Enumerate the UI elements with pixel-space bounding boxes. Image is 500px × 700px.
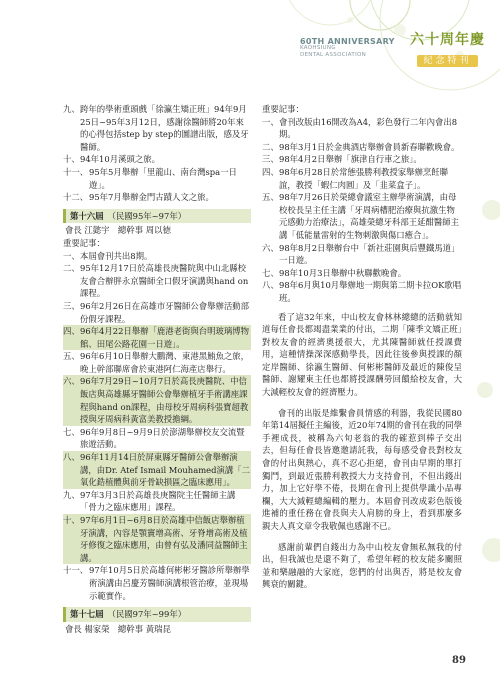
item-text: 98年4月2日舉辦「旗津自行車之旅」。: [279, 154, 422, 165]
item-number: 二、: [262, 141, 279, 152]
list-item: [63, 191, 251, 204]
item-number: 六、: [63, 376, 80, 387]
item-number: 一、: [63, 250, 80, 261]
item-number: 七、: [63, 426, 80, 437]
item-text: 98年10月3日舉辦中秋聯歡晚會。: [279, 267, 407, 278]
section-17-heading: [63, 607, 251, 622]
item-text: 98年7月26日於榮總會議室主辦學術演講，由母校校長呈主任主講「牙周病槽肥治療與抗激生物元感動力治療法」，高雄榮總牙科部王延酣醫師主講「低能量雷射的生物刺激與傷口癒合」。: [279, 192, 460, 240]
item-text: 96年6月10日舉辦大鵬灣、東港黑鮪魚之旅，晚上幹部聯席會於東港阿仁海產店舉行。: [80, 351, 250, 374]
item-text: 97年10月5日於高雄何彬彬牙醫診所舉辦學術演講由呂慶芳醫師演講根管治療，並現場示範實作。: [89, 565, 250, 601]
section-16-heading: [63, 209, 251, 224]
list-item: [63, 514, 251, 564]
item-number: 十一、: [63, 565, 89, 576]
list-item: [63, 350, 251, 375]
item-text: 94年10月溪頭之旅。: [80, 154, 160, 165]
item-text: 96年7月29日~10月7日於高長庚醫院、中信飯店與高雄縣牙醫師公會舉辦植牙手術講座課程與hand on課程，由母校牙周病科張寶超教授與牙周病科黃富美教授擔綱。: [80, 376, 249, 425]
item-text: 98年3月1日於金典酒店舉辦會員新春聯歡晚會。: [279, 141, 460, 152]
item-number: 五、: [262, 192, 279, 203]
list-item: [63, 262, 251, 300]
section-17-title: 第十七屆: [70, 609, 104, 620]
item-text: 96年2月26日在高雄市牙醫師公會舉辦活動部份假牙課程。: [80, 300, 250, 324]
list-item: [63, 166, 251, 191]
right-paragraphs: [262, 311, 462, 591]
list-item: [63, 375, 251, 425]
page-number: 89: [452, 655, 466, 666]
item-text: 跨年的學術重頭戲「徐瀛生矯正班」94年9月25日~95年3月12日，感謝徐醫師將20年來的心得包括step by step的圖譜出版，感及牙醫師。: [80, 104, 249, 152]
item-number: 一、: [262, 116, 279, 127]
right-margin-decoration: [470, 90, 500, 650]
body-paragraph: 會刊的出版是維繫會員情感的利器，我從民國80年第14屆擬任主編後，近20年74期的會刊在我的同學手裡成長，被稱為六旬老翁的我的確惹到棒子交出去，但每任會長皆邀邀請託我，每每感受會長對校友會的付出與熱心，真不忍心拒絕，會刊由早期的單打獨鬥，到最近張勝利教授大力支持會刊，不但出錢出力，加上它好學不倦，長期在會刊上提供學識小品專欄，大大減輕總編輯的壓力。本屆會刊改成彩色版後進補的重任務在會長與夫人肩膀的身上，看到那麼多親夫人真文章令我敬佩也感謝不已。: [262, 407, 462, 531]
item-number: 八、: [63, 452, 80, 463]
item-text: 96年4月22日舉辦「鹿港老街與台明玻璃博物館、田尾公路花園一日遊」。: [80, 326, 250, 349]
list-item: [63, 153, 251, 166]
list-item: [262, 279, 462, 304]
list-item: [262, 141, 462, 154]
list-item: [262, 153, 462, 166]
section-17-members: 會長 楊家榮 總幹事 黃瑞昆: [65, 623, 171, 634]
item-text: 會刊改版由16開改為A4，彩色發行二年內會出8期。: [279, 116, 458, 140]
item-text: 96年9月8日~9月9日於澎湖舉辦校友交流暨旅遊活動。: [80, 426, 245, 450]
item-text: 97年3月3日於高雄長庚醫院主任醫師主講「骨力之臨床應用」課程。: [80, 489, 236, 513]
list-item: [63, 103, 251, 153]
item-text: 97年6月1日~6月8日於高雄中信飯店舉辦植牙演講，內容是顎竇增高術、牙脊增高術及植牙修復之臨床應用，由曾有弘及潘同益醫師主講。: [80, 515, 248, 563]
list-item: [63, 426, 251, 451]
left-top-list: [63, 103, 251, 204]
list-item: [63, 451, 251, 489]
item-number: 七、: [262, 267, 279, 278]
list-item: [262, 191, 462, 241]
section-16-title: 第十六屆: [70, 210, 104, 221]
item-number: 五、: [63, 351, 80, 362]
list-item: [63, 250, 251, 263]
left-column: [63, 103, 251, 635]
special-issue-badge: 紀念特刊: [417, 55, 477, 67]
body-paragraph: 感謝前輩們自錢出力為中山校友會無私無我的付出，但我誠也是還不夠了，希望年輕的校友能多關照並和樂融融的大家庭，您們的付出與否，將是校友會興衰的關鍵。: [262, 541, 462, 590]
item-number: 六、: [262, 242, 279, 253]
item-number: 三、: [63, 300, 80, 311]
association-text: DENTAL ASSOCIATION: [300, 52, 367, 58]
item-text: 98年8月2日舉辦台中「新社莊園與后豐鐵馬道」一日遊。: [279, 242, 460, 266]
list-item: [262, 116, 462, 141]
item-number: 二、: [63, 263, 80, 274]
item-number: 十、: [63, 154, 80, 165]
item-number: 十二、: [63, 192, 89, 203]
list-item: [63, 564, 251, 602]
header-english-title: [300, 38, 410, 59]
right-list: [262, 116, 462, 305]
list-item: [63, 489, 251, 514]
list-item: [63, 325, 251, 350]
header-chinese-title: [405, 32, 490, 67]
item-number: 十一、: [63, 166, 89, 177]
item-text: 本屆會刊共出8期。: [80, 250, 153, 261]
body-paragraph: 看了這32年來，中山校友會林林總總的活動就知道每任會長都竭盡業業的付出，二期「陳季文矯正班」對校友會的經濟奧援很大，尤其陳醫師就任授課費用，這種情操深深感動學長，因此往後參與授課的顏定岸醫師、徐瀛生醫師、何彬彬醫師及最近的陳俊呈醫師、謝耀東主任也都將授課酬勞回饋給校友會，大大減輕校友會的經濟壓力。: [262, 311, 462, 398]
item-text: 96年11月14日於屏東縣牙醫師公會舉辦演講，由Dr. Atef Ismail Mouhamed演講「二氧化鋯植體與前牙骨缺損區之臨床應用」。: [80, 452, 250, 488]
item-text: 98年6月28日於常態張勝利教授家舉辦烹飪聯誼，教授「蝦仁肉圓」及「韭菜盒子」。: [279, 166, 449, 190]
anniversary-title: 六十周年慶: [410, 32, 485, 48]
anniversary-text: 60TH ANNIVERSARY: [300, 37, 395, 46]
right-label: 重要記事：: [262, 104, 304, 114]
item-text: 95年7月舉辦金門古蹟人文之旅。: [89, 192, 214, 203]
item-text: 98年6月與10月舉辦地一期與第二期卡拉OK歌唱班。: [279, 280, 462, 303]
item-number: 八、: [262, 280, 279, 291]
list-item: [262, 267, 462, 280]
section-17-years: （民國97年~99年）: [107, 609, 187, 620]
item-number: 九、: [63, 104, 80, 114]
item-number: 三、: [262, 154, 279, 165]
item-number: 四、: [262, 166, 279, 177]
item-number: 十、: [63, 515, 80, 525]
section-16-list: [63, 250, 251, 603]
list-item: [63, 300, 251, 325]
item-number: 四、: [63, 326, 80, 337]
city-text: KAOHSIUNG: [300, 45, 336, 51]
right-column: [262, 103, 462, 591]
item-number: 九、: [63, 489, 80, 500]
section-16-label: 重要記事：: [63, 237, 105, 248]
item-text: 95年5月舉辦「里龍山、南台灣spa一日遊」。: [89, 166, 237, 190]
section-16-members: 會長 江懿宇 總幹事 周以徳: [65, 225, 171, 236]
section-16-years: （民國95年~97年）: [107, 210, 187, 221]
list-item: [262, 166, 462, 191]
list-item: [262, 242, 462, 267]
item-text: 95年12月17日於高雄長庚醫院與中山北縣校友會合辦胖永京醫師全口假牙演講與hand on課程。: [80, 263, 249, 299]
